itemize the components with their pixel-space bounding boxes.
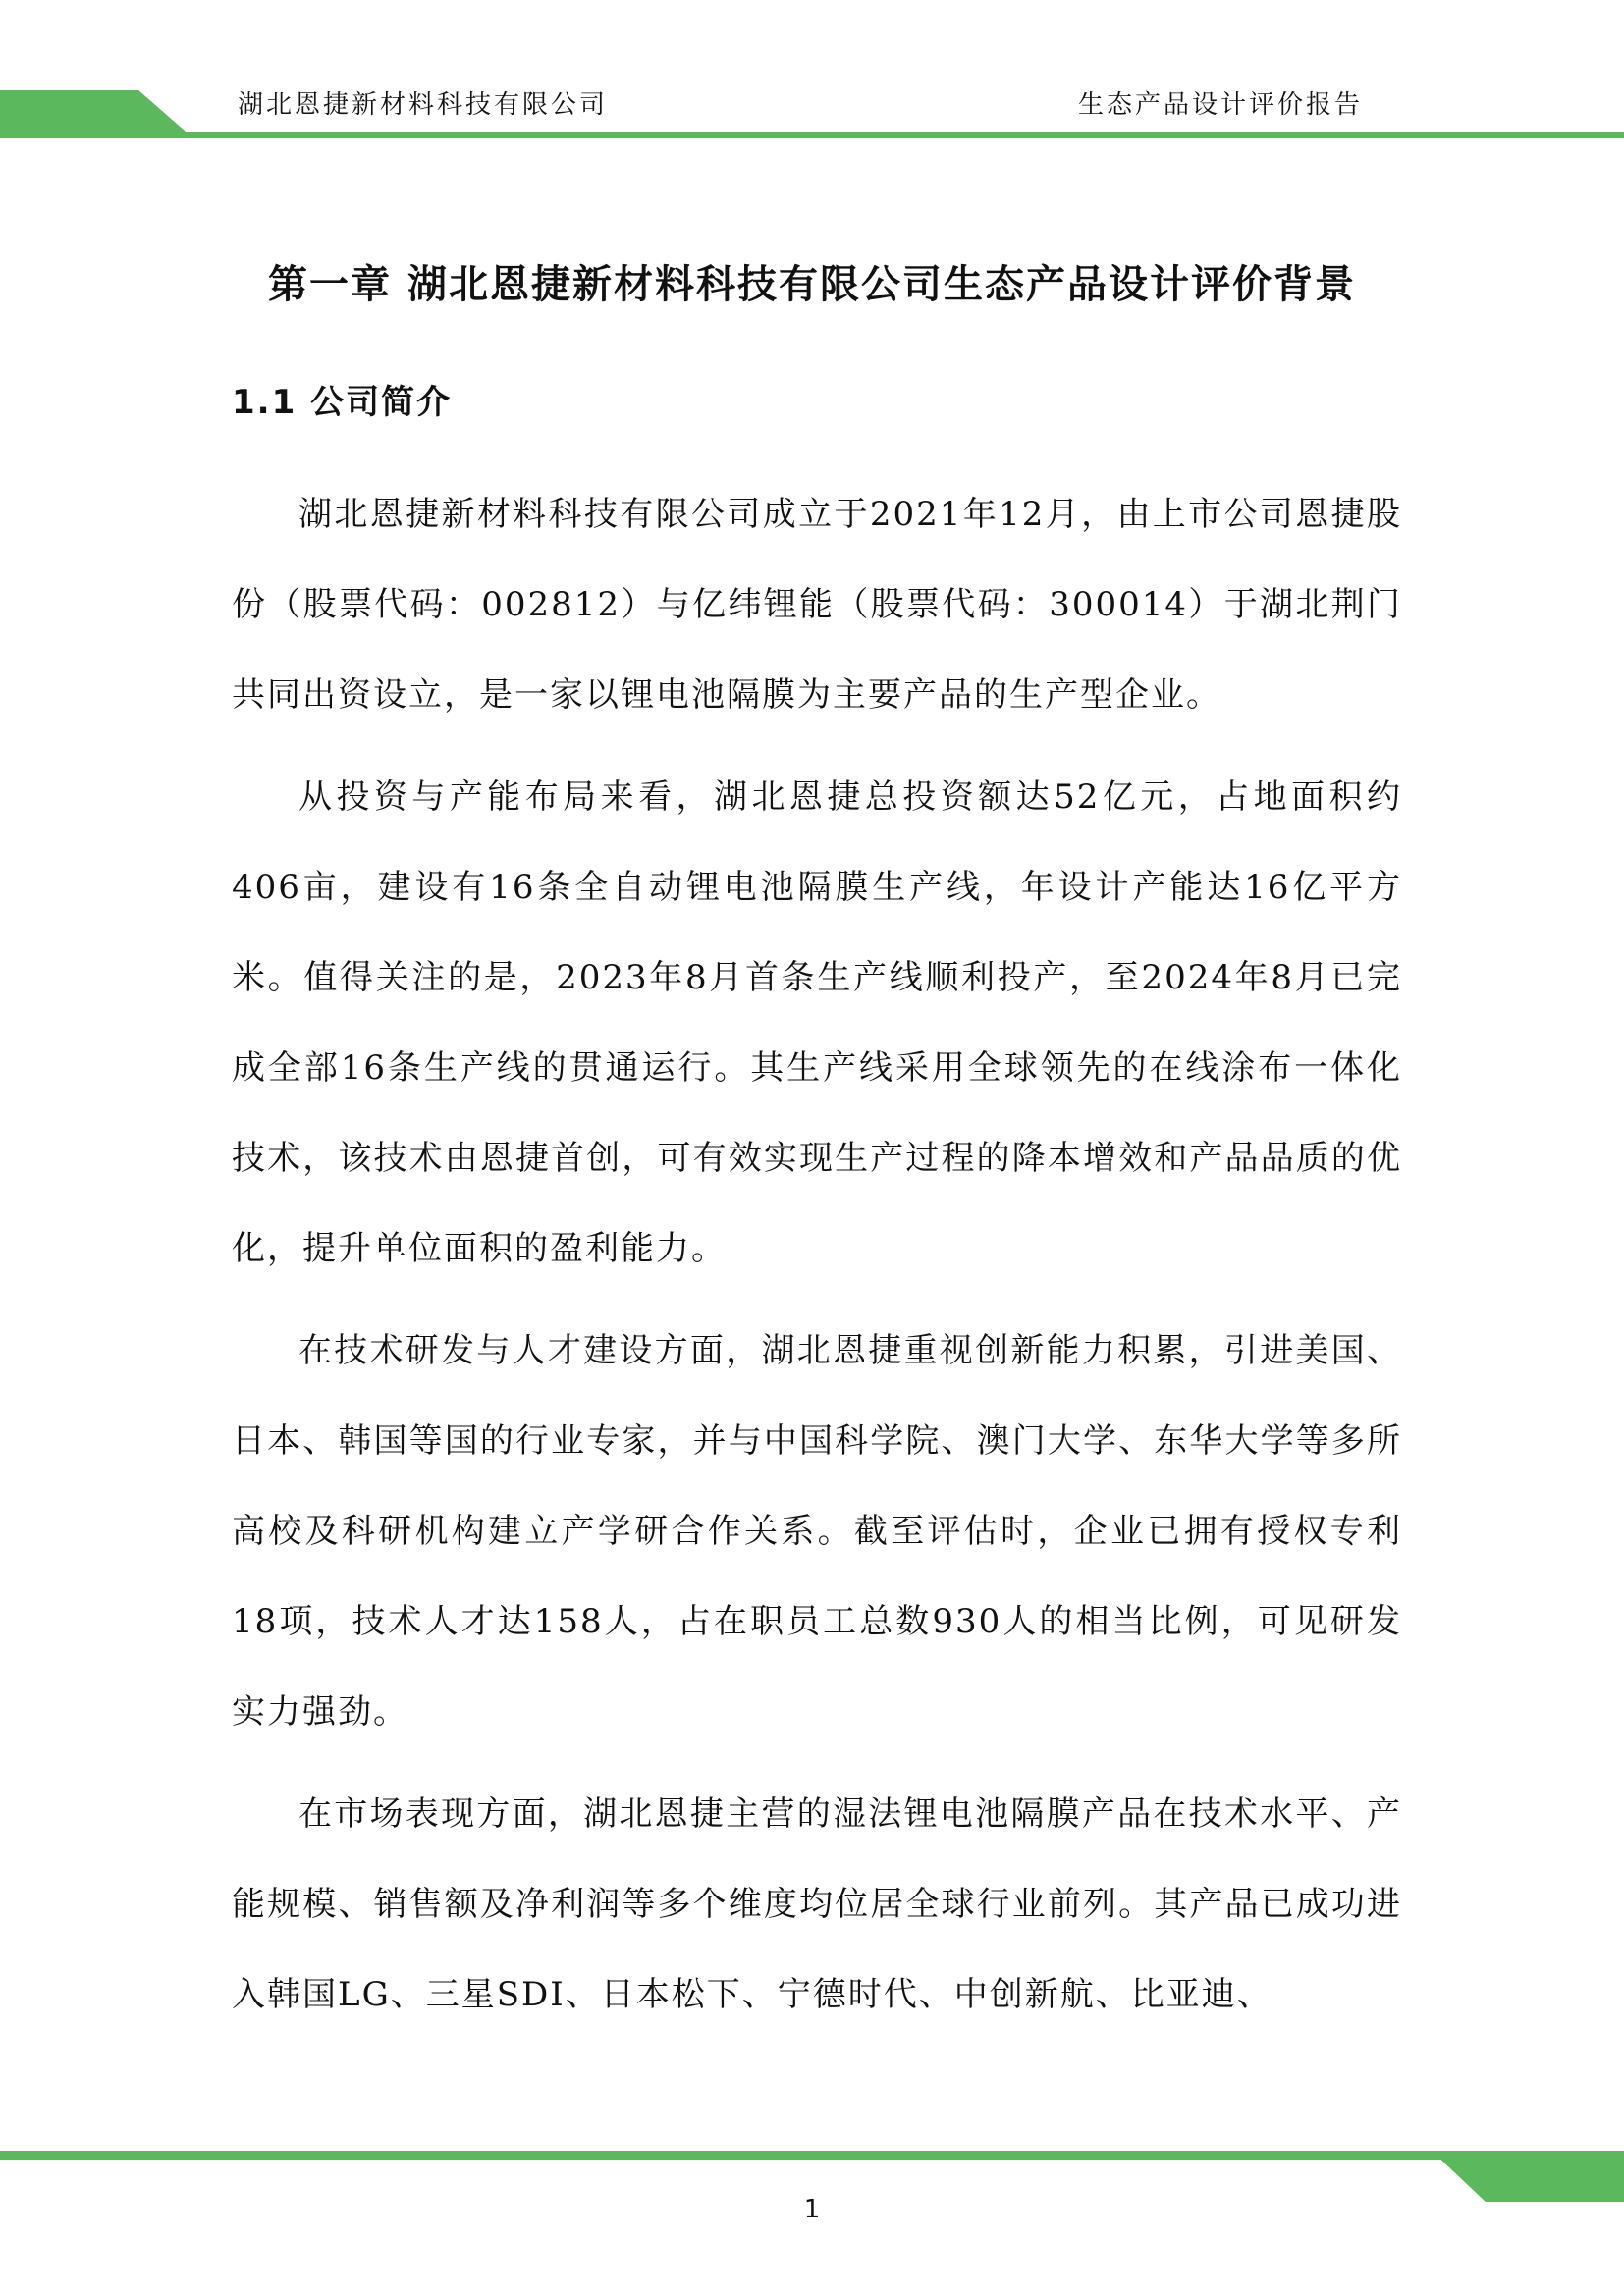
footer-rule [0, 2151, 1624, 2160]
header-accent-tab [0, 90, 192, 137]
paragraph-investment-capacity: 从投资与产能布局来看，湖北恩捷总投资额达52亿元，占地面积约406亩，建设有16条全自动锂电池隔膜生产线，年设计产能达16亿平方米。值得关注的是，2023年8月首条生产线顺利投产，至2024年8月已完成全部16条生产线的贯通运行。其生产线采用全球领先的在线涂布一体化技术，该技术由恩捷首创，可有效实现生产过程的降本增效和产品品质的优化，提升单位面积的盈利能力。 [232, 777, 1402, 1268]
chapter-title: 第一章 湖北恩捷新材料科技有限公司生态产品设计评价背景 [268, 262, 1356, 307]
header-company-name: 湖北恩捷新材料科技有限公司 [238, 90, 609, 120]
paragraph-rd-talent: 在技术研发与人才建设方面，湖北恩捷重视创新能力积累，引进美国、日本、韩国等国的行业专家，并与中国科学院、澳门大学、东华大学等多所高校及科研机构建立产学研合作关系。截至评估时，企业已拥有授权专利18项，技术人才达158人，占在职员工总数930人的相当比例，可见研发实力强劲。 [232, 1331, 1402, 1732]
paragraph-company-founding: 湖北恩捷新材料科技有限公司成立于2021年12月，由上市公司恩捷股份（股票代码：002812）与亿纬锂能（股票代码：300014）于湖北荆门共同出资设立，是一家以锂电池隔膜为主要产品的生产型企业。 [232, 495, 1402, 715]
body-text [232, 469, 1402, 2040]
header-rule [0, 132, 1624, 138]
paragraph-market-performance: 在市场表现方面，湖北恩捷主营的湿法锂电池隔膜产品在技术水平、产能规模、销售额及净利润等多个维度均位居全球行业前列。其产品已成功进入韩国LG、三星SDI、日本松下、宁德时代、中创新航、比亚迪、 [232, 1794, 1402, 2014]
page-number: 1 [803, 2195, 821, 2224]
section-title: 1.1 公司简介 [232, 383, 453, 422]
header-report-title: 生态产品设计评价报告 [1077, 90, 1363, 120]
